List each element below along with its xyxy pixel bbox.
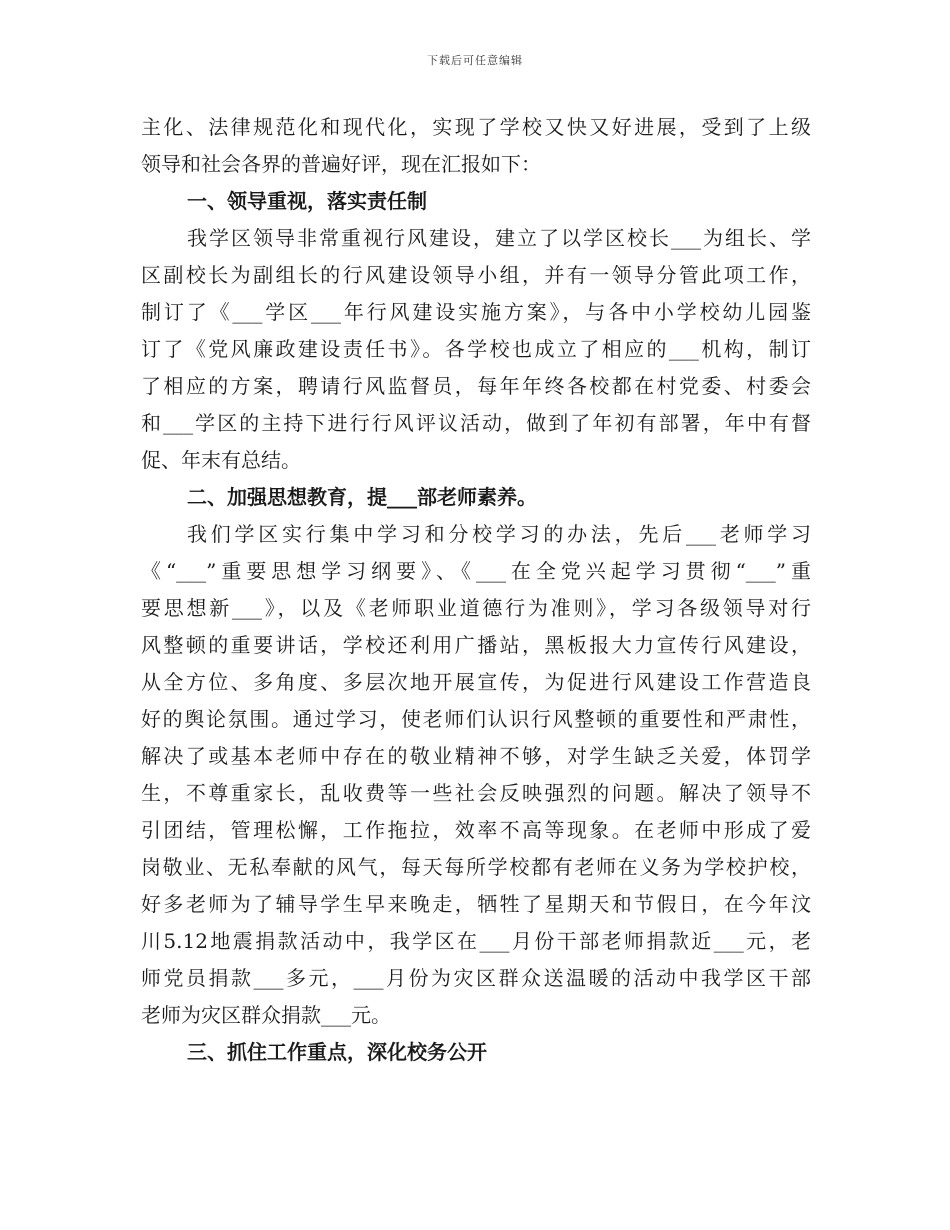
text-line: 解决了或基本老师中存在的敬业精神不够，对学生缺乏关爱，体罚学 [141, 744, 811, 768]
text-line: 订了《党风廉政建设责任书》。各学校也成立了相应的___机构，制订 [141, 337, 811, 361]
header-note: 下载后可任意编辑 [427, 54, 523, 67]
text-line: 区副校长为副组长的行风建设领导小组，并有一领导分管此项工作， [141, 263, 811, 287]
text-line: 我学区领导非常重视行风建设，建立了以学区校长___为组长、学 [187, 226, 811, 250]
text-line: 师党员捐款___多元，___月份为灾区群众送温暖的活动中我学区干部 [141, 966, 811, 990]
text-line: 制订了《___学区___年行风建设实施方案》，与各中小学校幼儿园鉴 [141, 300, 811, 324]
text-line: 好的舆论氛围。通过学习，使老师们认识行风整顿的重要性和严肃性， [141, 707, 811, 731]
section-heading: 二、加强思想教育，提___部老师素养。 [187, 485, 537, 509]
text-line: 风整顿的重要讲话，学校还利用广播站，黑板报大力宣传行风建设， [141, 633, 811, 657]
text-line: 我们学区实行集中学习和分校学习的办法，先后___老师学习 [187, 522, 811, 546]
document-body [141, 109, 811, 1071]
text-line: 要思想新___》，以及《老师职业道德行为准则》，学习各级领导对行 [141, 596, 811, 620]
text-line: 好多老师为了辅导学生早来晚走，牺牲了星期天和节假日，在今年汶 [141, 892, 811, 916]
section-heading: 三、抓住工作重点，深化校务公开 [187, 1040, 487, 1064]
text-line: 引团结，管理松懈，工作拖拉，效率不高等现象。在老师中形成了爱 [141, 818, 811, 842]
text-line: 促、年末有总结。 [141, 448, 301, 472]
text-line: 老师为灾区群众捐款___元。 [141, 1003, 391, 1027]
text-line: 从全方位、多角度、多层次地开展宣传，为促进行风建设工作营造良 [141, 670, 811, 694]
text-line: 川5.12地震捐款活动中，我学区在___月份干部老师捐款近___元，老 [141, 929, 811, 953]
text-line: 生，不尊重家长，乱收费等一些社会反映强烈的问题。解决了领导不 [141, 781, 811, 805]
text-line: 和___学区的主持下进行行风评议活动，做到了年初有部署，年中有督 [141, 411, 811, 435]
text-line: 了相应的方案，聘请行风监督员，每年年终各校都在村党委、村委会 [141, 374, 811, 398]
text-line: 岗敬业、无私奉献的风气，每天每所学校都有老师在义务为学校护校， [141, 855, 811, 879]
section-heading: 一、领导重视，落实责任制 [187, 189, 427, 213]
text-line: 主化、法律规范化和现代化，实现了学校又快又好进展，受到了上级 [141, 115, 811, 139]
text-line: 领导和社会各界的普遍好评，现在汇报如下： [141, 152, 541, 176]
text-line: 《“___”重要思想学习纲要》、《___在全党兴起学习贯彻“___”重 [141, 559, 811, 583]
